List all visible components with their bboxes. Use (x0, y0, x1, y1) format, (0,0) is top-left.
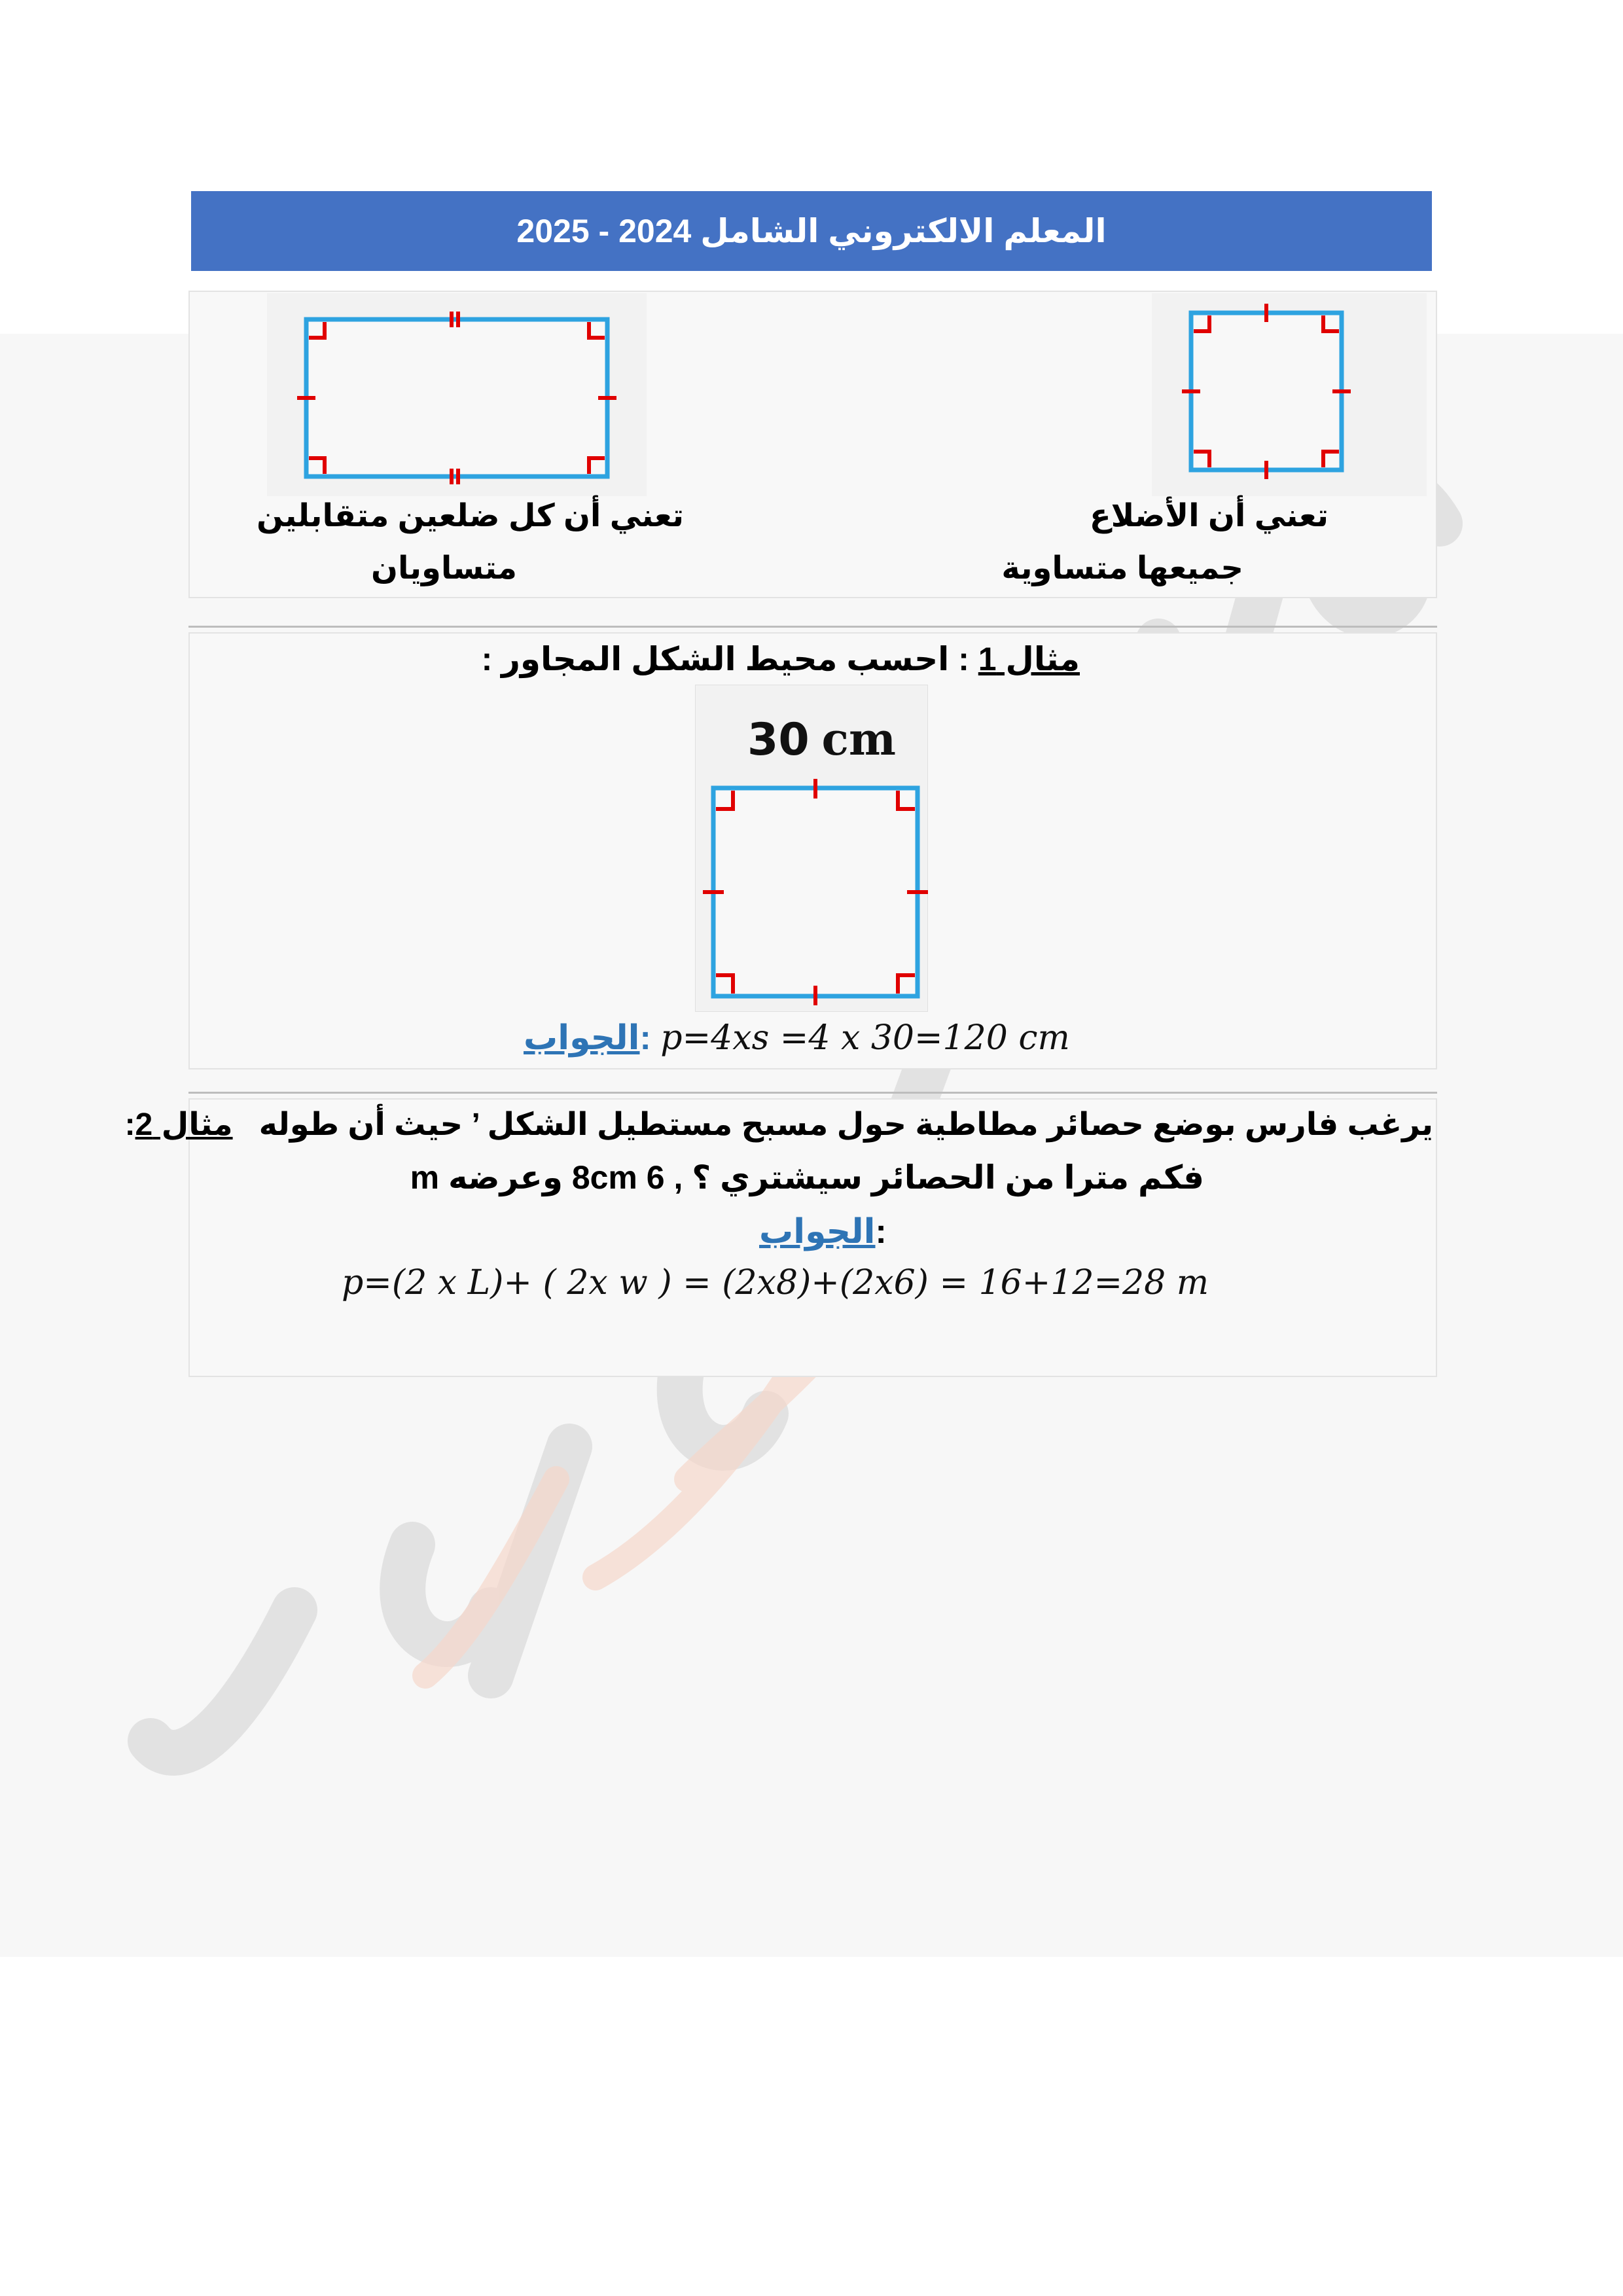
example1-label: مثال 1 (978, 641, 1080, 677)
rectangle-caption-line1: تعني أن كل ضلعين متقابلين (257, 499, 684, 533)
example2-answer-label: الجواب (759, 1213, 876, 1251)
example1-question: : احسب محيط الشكل المجاور : (481, 641, 969, 677)
divider (188, 626, 1437, 628)
example2-line1: يرغب فارس بوضع حصائر مطاطية حول مسبح مستطيل الشكل ’ حيث أن طوله مثال 2: (124, 1107, 1433, 1142)
example1-heading (482, 640, 1080, 678)
example2-answer-heading: الجواب: (759, 1213, 887, 1251)
rectangle-caption-line2: متساويان (370, 551, 517, 586)
example2-label: مثال 2 (135, 1107, 233, 1142)
example2-text-line1: يرغب فارس بوضع حصائر مطاطية حول مسبح مستطيل الشكل ’ حيث أن طوله (259, 1107, 1433, 1142)
example1-square-figure (695, 772, 928, 1008)
example2-answer-formula: p=(2 x L)+ ( 2x w ) = (2x8)+(2x6) = 16+12=28 m (342, 1263, 1209, 1302)
square-caption-line2: جميعها متساوية (1001, 551, 1243, 586)
square-caption-line1: تعني أن الأضلاع (1089, 499, 1329, 533)
example1-answer: الجواب: p=4xs =4 x 30=120 cm (524, 1018, 1070, 1058)
side-unit: cm (821, 713, 896, 766)
rectangle-figure (267, 293, 647, 496)
side-value: 30 (747, 714, 810, 766)
page-title-banner: المعلم الالكتروني الشامل 2024 - 2025 (191, 191, 1432, 271)
square-figure (1152, 293, 1427, 496)
example1-answer-formula: p=4xs =4 x 30=120 cm (660, 1018, 1070, 1058)
example2-line2 (410, 1158, 1204, 1196)
example1-answer-label: الجواب (524, 1019, 640, 1057)
square-side-label (747, 713, 896, 766)
divider-2 (188, 1092, 1437, 1094)
example2-text-line2: فكم مترا من الحصائر سيشتري ؟ , (673, 1159, 1204, 1196)
example2-dims: 8cm 6 وعرضه m (410, 1159, 665, 1196)
